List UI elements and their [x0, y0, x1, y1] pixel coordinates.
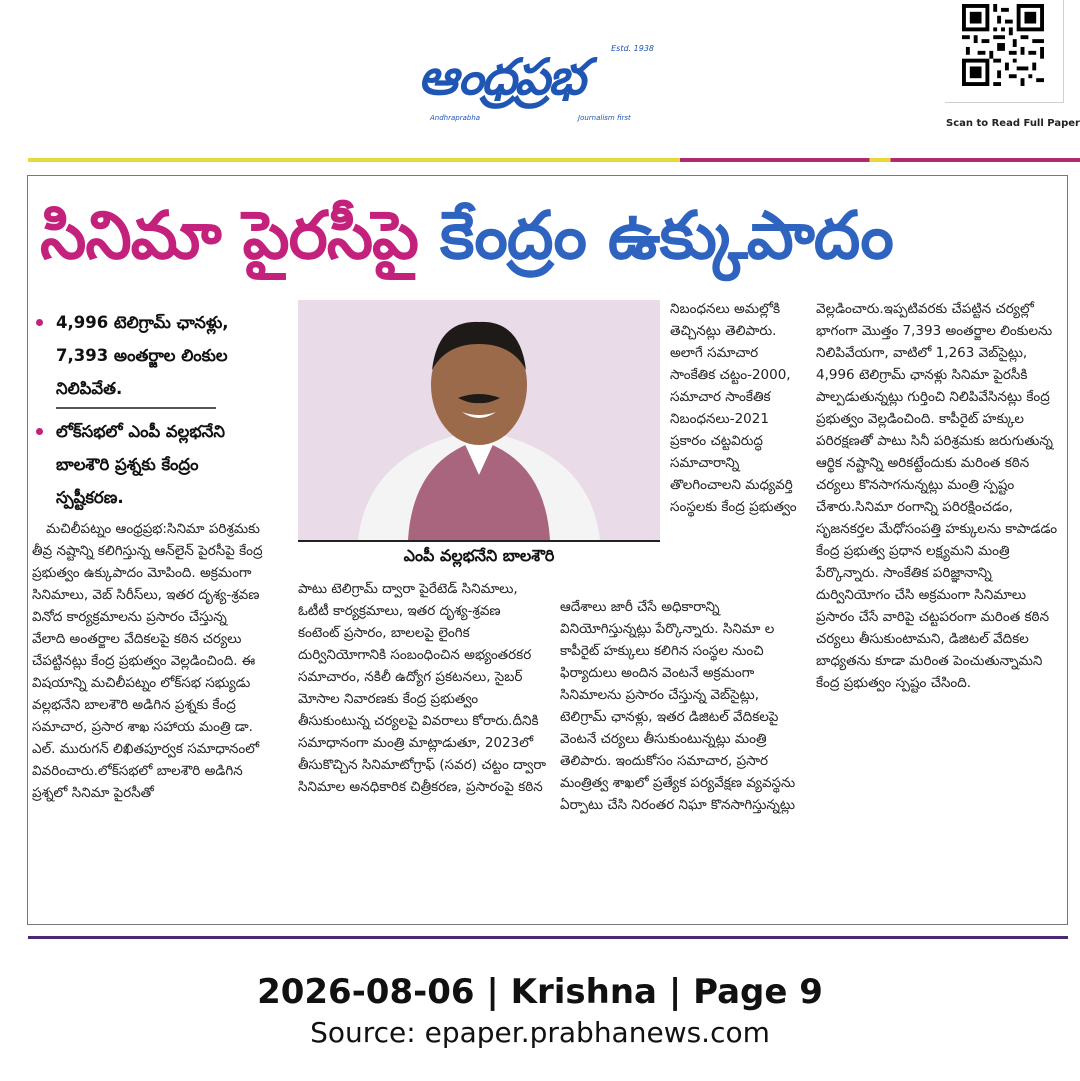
news-article: [27, 175, 1068, 925]
logo-estd: Estd. 1938: [611, 44, 654, 53]
photo-divider: [298, 540, 660, 542]
bullet-dot-icon: [36, 319, 43, 326]
column-text: వెల్లడించారు.ఇప్పటివరకు చేపట్టిన చర్యల్లో భాగంగా మొత్తం 7,393 అంతర్జాల లింకులను నిలిపివేయగా, వాటిలో 1,263 వెబ్‌సైట్లు, 4,996 టెలిగ్రామ్ ఛానళ్లు సినిమా పైరసీకి పాల్పడుతున్నట్లు గుర్తించి నిలిపివేసినట్లు కేంద్ర ప్రభుత్వం వెల్లడించింది. కాపీరైట్ హక్కుల పరిరక్షణతో పాటు సినీ పరిశ్రమకు జరుగుతున్న ఆర్థిక నష్టాన్ని అరికట్టేందుకు మరింత కఠిన చర్యలు కొనసాగనున్నట్లు మంత్రి స్పష్టం చేశారు.సినిమా రంగాన్ని పరిరక్షించడం, సృజనకర్తల మేధోసంపత్తి హక్కులను కాపాడడం కేంద్ర ప్రభుత్వ ప్రధాన లక్ష్యమని మంత్రి పేర్కొన్నారు. సాంకేతిక పరిజ్ఞానాన్ని దుర్వినియోగం చేసి అక్రమంగా సినిమాలు ప్రసారం చేసే వారిపై చట్టపరంగా మరింత కఠిన చర్యలు తీసుకుంటామని, డిజిటల్ వేదికల బాధ్యతను కూడా మరింత పెంచుతున్నామని కేంద్ర ప్రభుత్వం స్పష్టం చేసింది.: [816, 301, 1058, 691]
photo-caption: ఎంపీ వల్లభనేని బాలశౌరి: [403, 546, 555, 565]
highlight-bullet: [34, 306, 266, 405]
person-portrait-icon: [298, 300, 660, 540]
article-column-2: [298, 578, 546, 798]
headline-part-1: సినిమా పైరసీపై: [40, 197, 418, 274]
highlight-bullets: [34, 306, 266, 514]
bullet-text: లోక్‌సభలో ఎంపీ వల్లభనేని బాలశౌరి ప్రశ్నకు కేంద్రం స్పష్టీకరణ.: [56, 422, 225, 507]
article-column-4: [816, 298, 1058, 694]
qr-caption: Scan to Read Full Paper: [946, 118, 1080, 129]
masthead: [0, 0, 1080, 150]
qr-code-icon[interactable]: [962, 4, 1044, 86]
logo-subtitle-right: Journalism first: [578, 114, 631, 122]
bullet-divider: [56, 407, 216, 409]
top-divider: [28, 158, 1080, 162]
highlight-bullet: [34, 415, 266, 514]
logo-wordmark: ఆంధ్రప్రభ: [418, 48, 584, 106]
mp-photo[interactable]: [298, 300, 660, 540]
column-text: నిబంధనలు అమల్లోకి తెచ్చినట్లు తెలిపారు. అలాగే సమాచార సాంకేతిక చట్టం-2000, సమాచార సాంకేతిక నిబంధనలు-2021 ప్రకారం చట్టవిరుద్ధ సమాచారాన్ని తొలగించాలని మధ్యవర్తి సంస్థలకు కేంద్ర ప్రభుత్వం: [670, 301, 797, 515]
column-text: ఆదేశాలు జారీ చేసే అధికారాన్ని వినియోగిస్తున్నట్లు పేర్కొన్నారు. సినిమా ల కాపీరైట్ హక్కులు కలిగిన సంస్థల నుంచి ఫిర్యాదులు అందిన వెంటనే అక్రమంగా సినిమాలను ప్రసారం చేస్తున్న వెబ్‌సైట్లు, టెలిగ్రామ్ ఛానళ్లు, ఇతర డిజిటల్ వేదికలపై వెంటనే చర్యలు తీసుకుంటున్నట్లు మంత్రి తెలిపారు. ఇందుకోసం సమాచార, ప్రసార మంత్రిత్వ శాఖలో ప్రత్యేక పర్యవేక్షణ వ్యవస్థను ఏర్పాటు చేసి నిరంతర నిఘా కొనసాగిస్తున్నట్లు: [560, 599, 796, 813]
bullet-dot-icon: [36, 428, 43, 435]
headline-part-2: కేంద్రం ఉక్కుపాదం: [439, 197, 893, 274]
logo-subtitle-left: Andhraprabha: [430, 114, 481, 122]
edition-info: 2026-08-06 | Krishna | Page 9: [257, 972, 823, 1012]
article-column-3: [560, 596, 808, 816]
newspaper-logo[interactable]: [418, 40, 658, 130]
bullet-text: 4,996 టెలిగ్రామ్ ఛానళ్లు, 7,393 అంతర్జాల లింకుల నిలిపివేత.: [56, 313, 229, 398]
column-text: పాటు టెలిగ్రామ్ ద్వారా పైరేటెడ్ సినిమాలు, ఓటీటీ కార్యక్రమాలు, ఇతర దృశ్య-శ్రవణ కంటెంట్ ప్రసారం, బాలలపై లైంగిక దుర్వినియోగానికి సంబంధించిన అభ్యంతరకర సమాచారం, నకిలీ ఉద్యోగ ప్రకటనలు, సైబర్ మోసాల నివారణకు కేంద్ర ప్రభుత్వం తీసుకుంటున్న చర్యలపై వివరాలు కోరారు.దీనికి సమాధానంగా మంత్రి మాట్లాడుతూ, 2023లో తీసుకొచ్చిన సినిమాటోగ్రాఫ్ (సవర) చట్టం ద్వారా సినిమాల అనధికారిక చిత్రీకరణ, ప్రసారంపై కఠిన: [298, 581, 547, 795]
bottom-divider: [28, 936, 1068, 939]
column-text: మచిలీపట్నం ఆంధ్రప్రభ:సినిమా పరిశ్రమకు తీవ్ర నష్టాన్ని కలిగిస్తున్న ఆన్‌లైన్ పైరసీపై కేంద్ర ప్రభుత్వం ఉక్కుపాదం మోపింది. అక్రమంగా సినిమాలు, వెబ్ సిరీస్‌లు, ఇతర దృశ్య-శ్రవణ వినోద కార్యక్రమాలను ప్రసారం చేస్తున్న వేలాది అంతర్జాల వేదికలపై కఠిన చర్యలు చేపట్టినట్లు కేంద్ర ప్రభుత్వం వెల్లడించింది. ఈ విషయాన్ని మచిలీపట్నం లోక్‌సభ సభ్యుడు వల్లభనేని బాలశౌరి అడిగిన ప్రశ్నకు కేంద్ర సమాచార, ప్రసార శాఖ సహాయ మంత్రి డా. ఎల్. మురుగన్ లిఖితపూర్వక సమాధానంలో వివరించారు.లోక్‌సభలో బాలశౌరి అడిగిన ప్రశ్నలో సినిమా పైరసీతో: [32, 521, 263, 801]
article-column-3-top: [670, 298, 802, 518]
source-link[interactable]: Source: epaper.prabhanews.com: [310, 1016, 770, 1049]
article-column-1: [32, 518, 264, 804]
article-headline: [40, 186, 1060, 286]
